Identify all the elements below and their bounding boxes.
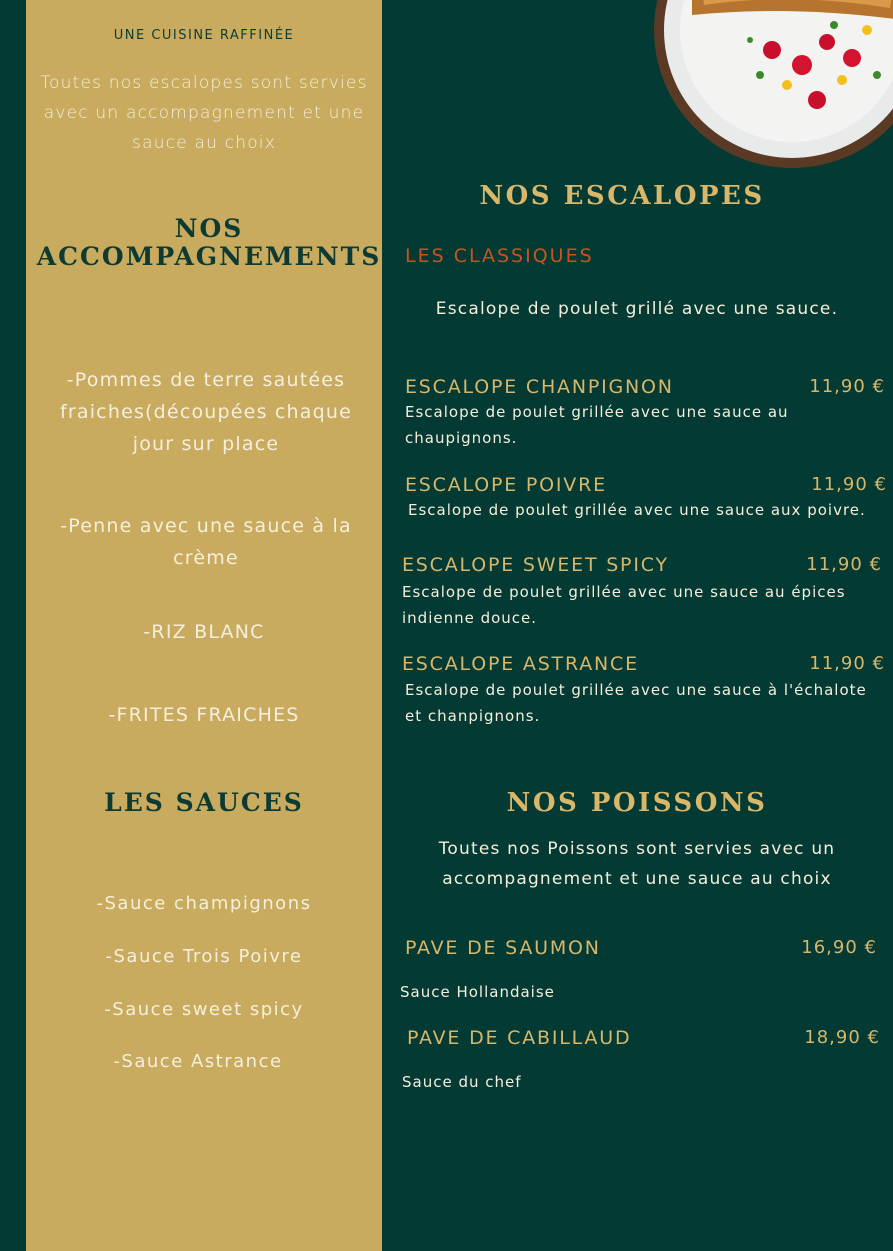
dish-description: Escalope de poulet grillée avec une sauce au chaupignons.	[405, 403, 789, 447]
dish-name: ESCALOPE SWEET SPICY	[402, 554, 669, 576]
side-item: -FRITES FRAICHES	[108, 704, 300, 726]
dish-name: ESCALOPE CHANPIGNON	[405, 376, 674, 398]
sauce-item: -Sauce champignons	[96, 893, 312, 914]
sides-title	[26, 215, 392, 271]
dish-price: 18,90 €	[804, 1027, 880, 1048]
dish-description: Escalope de poulet grillée avec une sauce au épices indienne douce.	[402, 583, 846, 627]
side-item: -Penne avec une sauce à la crème	[60, 515, 352, 569]
tagline: UNE CUISINE RAFFINÉE	[113, 28, 295, 43]
fish-plate-photo	[652, 0, 893, 170]
side-item: -Pommes de terre sautées fraiches(découpées chaque jour sur place	[59, 369, 353, 455]
classics-intro: Escalope de poulet grillé avec une sauce.	[435, 299, 839, 319]
dish-price: 11,90 €	[809, 376, 885, 397]
dish-description: Escalope de poulet grillée avec une sauce à l'échalote et chanpignons.	[405, 681, 867, 725]
sides-title-line1: NOS	[174, 214, 244, 243]
dish-name: ESCALOPE POIVRE	[405, 474, 607, 496]
sauce-item: -Sauce Trois Poivre	[105, 946, 303, 967]
sides-title-line2: ACCOMPAGNEMENTS	[36, 242, 382, 271]
side-item: -RIZ BLANC	[143, 621, 265, 643]
escalopes-intro-text: Toutes nos escalopes sont servies avec un accompagnement et une sauce au choix	[40, 73, 368, 153]
sauces-title: LES SAUCES	[104, 788, 304, 817]
dish-description: Sauce du chef	[402, 1073, 522, 1091]
dish-name: PAVE DE CABILLAUD	[407, 1027, 632, 1049]
dish-price: 11,90 €	[809, 653, 885, 674]
classics-title: LES CLASSIQUES	[405, 245, 594, 267]
dish-price: 11,90 €	[806, 554, 882, 575]
fish-title: NOS POISSONS	[506, 788, 768, 818]
fish-intro: Toutes nos Poissons sont servies avec un accompagnement et une sauce au choix	[438, 839, 836, 889]
dish-price: 16,90 €	[801, 937, 877, 958]
sauce-item: -Sauce sweet spicy	[104, 999, 304, 1020]
dish-name: PAVE DE SAUMON	[405, 937, 601, 959]
dish-price: 11,90 €	[811, 474, 887, 495]
dish-description: Sauce Hollandaise	[400, 983, 555, 1001]
sauce-item: -Sauce Astrance	[113, 1051, 283, 1072]
escalopes-title: NOS ESCALOPES	[479, 181, 765, 211]
dish-name: ESCALOPE ASTRANCE	[402, 653, 639, 675]
dish-description: Escalope de poulet grillée avec une sauce aux poivre.	[408, 501, 866, 519]
